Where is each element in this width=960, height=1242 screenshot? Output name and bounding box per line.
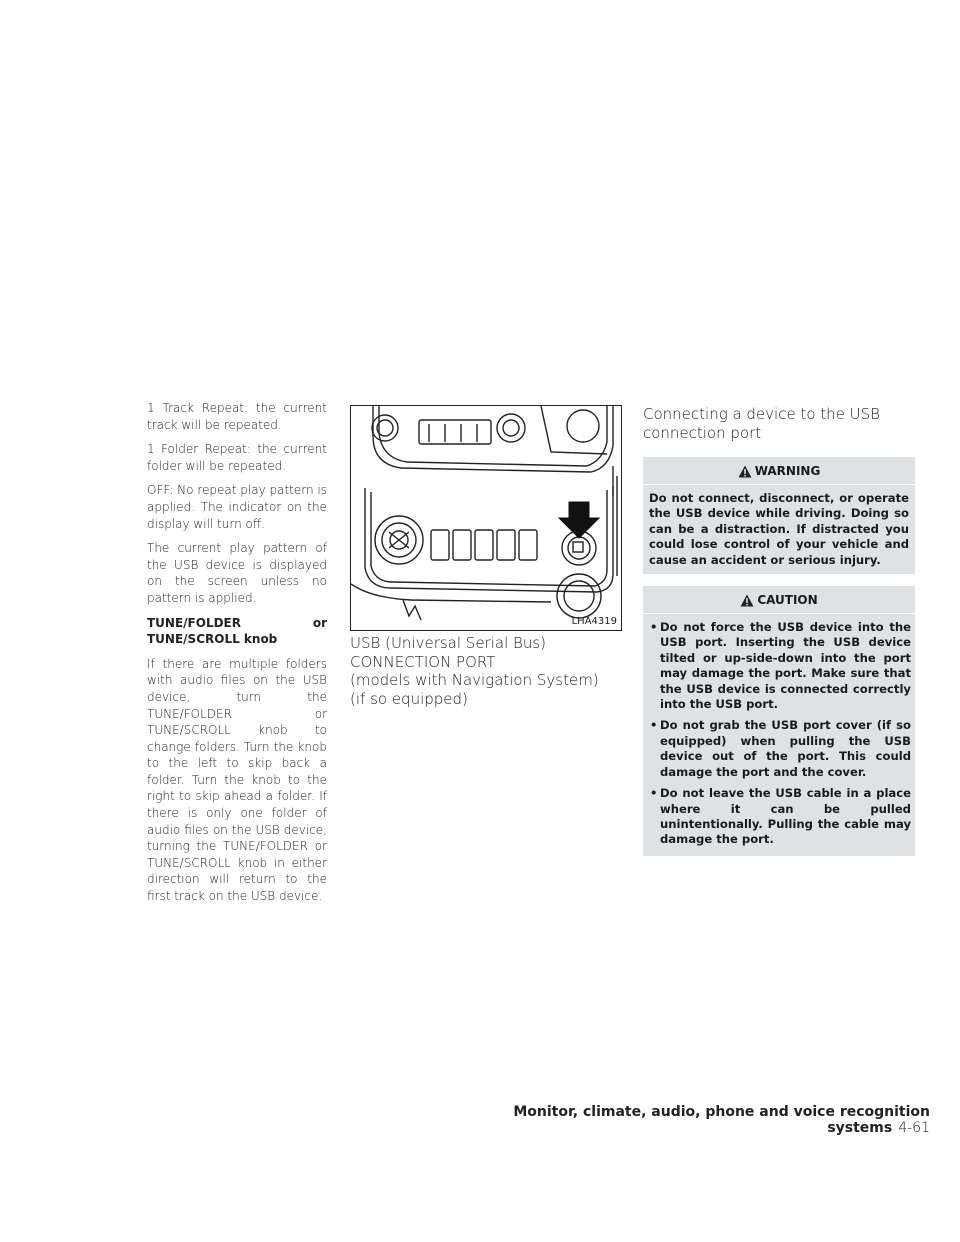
page-number: 4-61	[898, 1120, 930, 1136]
paragraph-1-track-repeat: 1 Track Repeat: the current track will be repeated.	[147, 401, 327, 432]
page-footer	[430, 1104, 930, 1136]
paragraph-1-folder-repeat: 1 Folder Repeat: the current folder will be repeated.	[147, 442, 327, 473]
caution-list	[647, 620, 911, 848]
caution-title	[643, 590, 915, 614]
caption-line: USB (Universal Serial Bus)	[350, 634, 547, 652]
figure-code: LHA4319	[571, 616, 617, 627]
heading-line: connection port	[643, 424, 762, 442]
caution-item: • Do not grab the USB port cover (if so equipped) when pulling the USB device out of the port. This could damage the port and the cover.	[647, 718, 911, 780]
warning-label: WARNING	[754, 464, 821, 478]
heading-line: Connecting a device to the USB	[643, 405, 880, 423]
caption-line: (models with Navigation System)	[350, 671, 599, 689]
paragraph-tune-folder: If there are multiple folders with audio files on the USB device, turn the TUNE/FOLDER or TUNE/SCROLL knob to change folders. Turn the knob to the left to skip back a folder. Turn the knob to the right to skip ahead a folder. If there is only one folder of audio files on the USB device, turning the TUNE/FOLDER or TUNE/SCROLL knob in either direction will return to the first track on the USB device.	[147, 656, 327, 904]
right-column	[643, 405, 915, 868]
caption-line: CONNECTION PORT	[350, 652, 496, 671]
console-drawing	[351, 406, 622, 631]
caution-label: CAUTION	[757, 593, 818, 608]
left-column	[147, 400, 327, 913]
figure-caption	[350, 634, 622, 708]
warning-box	[643, 457, 915, 574]
warning-text: Do not connect, disconnect, or operate the USB device while driving. Doing so can be a distraction. If distracted you could lose control of your vehicle and cause an accident or serious injury.	[649, 491, 909, 567]
subheading-tune-folder-knob: TUNE/FOLDER or TUNE/SCROLL knob	[147, 615, 327, 647]
caution-item: • Do not force the USB device into the USB port. Inserting the USB device tilted or up-side-down into the port may damage the port. Make sure that the USB device is connected correctly into the USB port.	[647, 620, 911, 712]
usb-port-illustration	[350, 405, 622, 631]
caution-box	[643, 586, 915, 856]
caution-item: • Do not leave the USB cable in a place where it can be pulled unintentionally. Pulling the cable may damage the port.	[647, 786, 911, 848]
paragraph-play-pattern: The current play pattern of the USB device is displayed on the screen unless no pattern is applied.	[147, 541, 327, 605]
footer-section-title: Monitor, climate, audio, phone and voice recognition systems	[513, 1104, 930, 1136]
caption-line: (if so equipped)	[350, 689, 468, 708]
section-heading	[643, 405, 915, 443]
warning-triangle-icon	[738, 465, 752, 478]
arrow-pointer-icon	[559, 502, 599, 538]
paragraph-off: OFF: No repeat play pattern is applied. The indicator on the display will turn off.	[147, 483, 327, 531]
caution-triangle-icon	[740, 594, 754, 607]
warning-title	[643, 461, 915, 485]
